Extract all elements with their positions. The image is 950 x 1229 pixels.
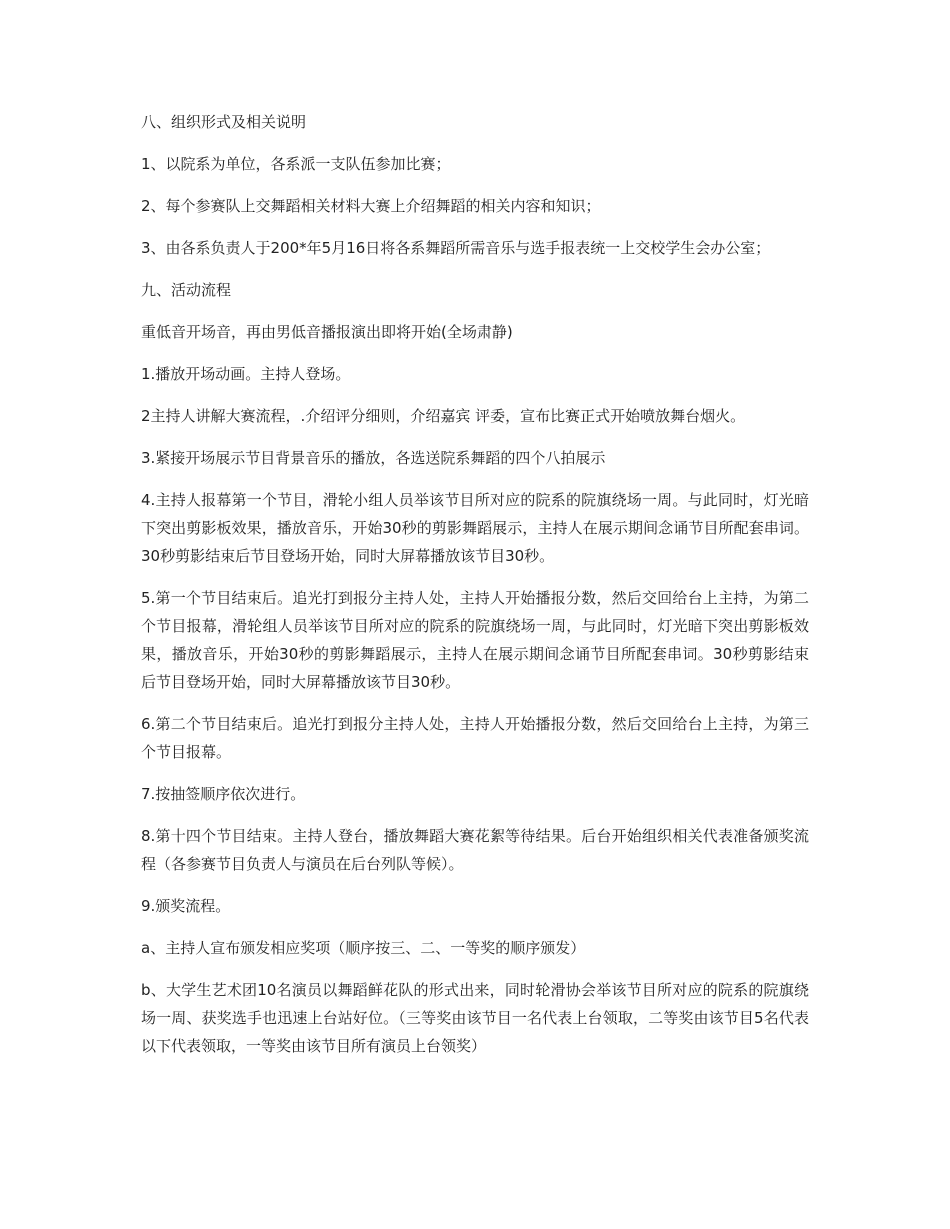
process-step-5: 5.第一个节目结束后。追光打到报分主持人处，主持人开始播报分数，然后交回给台上主持，为第二个节目报幕，滑轮组人员举该节目所对应的院系的院旗绕场一周，与此同时，灯光暗下突出剪影板效果，播放音乐，开始30秒的剪影舞蹈展示，主持人在展示期间念诵节目所配套串词。30秒剪影结束后节目登场开始，同时大屏幕播放该节目30秒。 xyxy=(141,589,809,691)
paragraph-item-3: 3、由各系负责人于200*年5月16日将各系舞蹈所需音乐与选手报表统一上交校学生会办公室； xyxy=(141,239,771,257)
process-step-7: 7.按抽签顺序依次进行。 xyxy=(141,785,306,803)
document-body xyxy=(141,108,809,1074)
process-step-9: 9.颁奖流程。 xyxy=(141,897,231,915)
paragraph-item-2: 2、每个参赛队上交舞蹈相关材料大赛上介绍舞蹈的相关内容和知识； xyxy=(141,197,601,215)
paragraph-item-1: 1、以院系为单位，各系派一支队伍参加比赛； xyxy=(141,155,451,173)
section-heading-organization: 八、组织形式及相关说明 xyxy=(141,113,307,131)
process-step-6: 6.第二个节目结束后。追光打到报分主持人处，主持人开始播报分数，然后交回给台上主持，为第三个节目报幕。 xyxy=(141,715,809,761)
process-step-3: 3.紧接开场展示节目背景音乐的播放，各选送院系舞蹈的四个八拍展示 xyxy=(141,449,606,467)
paragraph-opening: 重低音开场音，再由男低音播报演出即将开始(全场肃静) xyxy=(141,323,513,341)
award-step-a: a、主持人宣布颁发相应奖项（顺序按三、二、一等奖的顺序颁发） xyxy=(141,939,586,957)
process-step-1: 1.播放开场动画。主持人登场。 xyxy=(141,365,351,383)
process-step-2: 2主持人讲解大赛流程，.介绍评分细则，介绍嘉宾 评委，宣布比赛正式开始喷放舞台烟火。 xyxy=(141,407,746,425)
section-heading-process: 九、活动流程 xyxy=(141,281,232,299)
process-step-8: 8.第十四个节目结束。主持人登台，播放舞蹈大赛花絮等待结果。后台开始组织相关代表准备颁奖流程（各参赛节目负责人与演员在后台列队等候）。 xyxy=(141,827,809,873)
process-step-4: 4.主持人报幕第一个节目，滑轮小组人员举该节目所对应的院系的院旗绕场一周。与此同时，灯光暗下突出剪影板效果，播放音乐，开始30秒的剪影舞蹈展示，主持人在展示期间念诵节目所配套串词。30秒剪影结束后节目登场开始，同时大屏幕播放该节目30秒。 xyxy=(141,491,809,565)
award-step-b: b、大学生艺术团10名演员以舞蹈鲜花队的形式出来，同时轮滑协会举该节目所对应的院系的院旗绕场一周、获奖选手也迅速上台站好位。（三等奖由该节目一名代表上台领取，二等奖由该节目5名代表以下代表领取，一等奖由该节目所有演员上台领奖） xyxy=(141,981,809,1055)
